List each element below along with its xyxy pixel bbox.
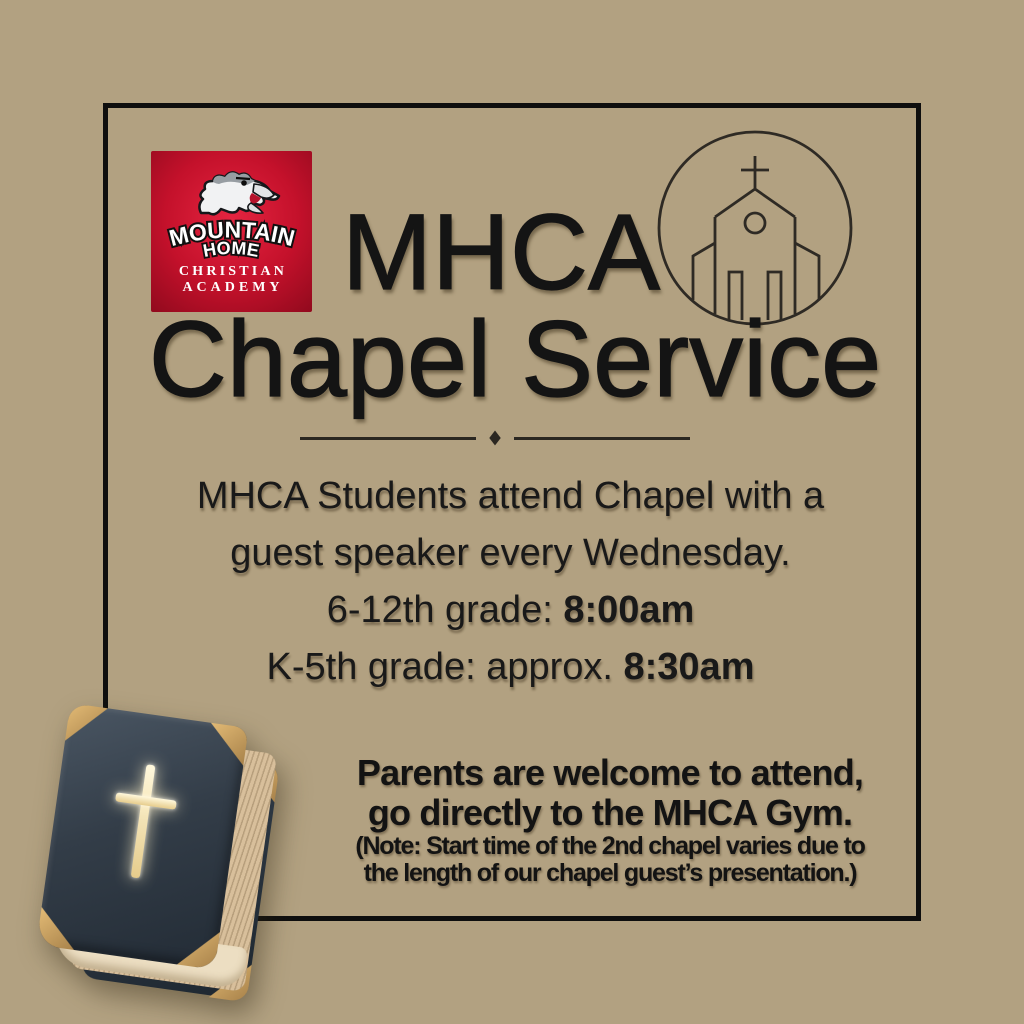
schedule-line-3 xyxy=(103,582,918,639)
parent-note-line-1: (Note: Start time of the 2nd chapel varies due to xyxy=(355,832,865,860)
schedule-line-1: MHCA Students attend Chapel with a xyxy=(196,475,825,517)
parent-info-line-1: Parents are welcome to attend, xyxy=(356,752,864,793)
bible-icon xyxy=(22,690,311,1022)
grade-k-5-label: K-5th grade: approx. xyxy=(266,646,624,688)
schedule-line-2: guest speaker every Wednesday. xyxy=(230,532,791,574)
logo-text-academy: ACADEMY xyxy=(182,280,284,295)
divider-line-right xyxy=(514,437,690,440)
parent-info-block xyxy=(310,753,910,887)
divider-line-left xyxy=(300,437,476,440)
parent-note-line-2: the length of our chapel guest’s presentation.) xyxy=(363,859,857,887)
grade-6-12-time: 8:00am xyxy=(563,589,695,631)
ornamental-divider xyxy=(300,425,690,448)
title-line-chapel-service: Chapel Service xyxy=(148,298,882,419)
title-line-mhca: MHCA xyxy=(342,191,660,312)
parent-info-line-2: go directly to the MHCA Gym. xyxy=(367,792,853,833)
grade-6-12-label: 6-12th grade: xyxy=(326,589,564,631)
schedule-line-4 xyxy=(103,639,918,696)
schedule-text-block xyxy=(103,468,918,696)
diamond-icon: ◆ xyxy=(489,425,501,448)
grade-k-5-time: 8:30am xyxy=(623,646,755,688)
logo-text-christian: CHRISTIAN xyxy=(178,264,288,279)
logo-arc-text-mountain: MOUNTAIN xyxy=(166,216,298,252)
logo-arc-text-home: HOME xyxy=(201,237,261,261)
